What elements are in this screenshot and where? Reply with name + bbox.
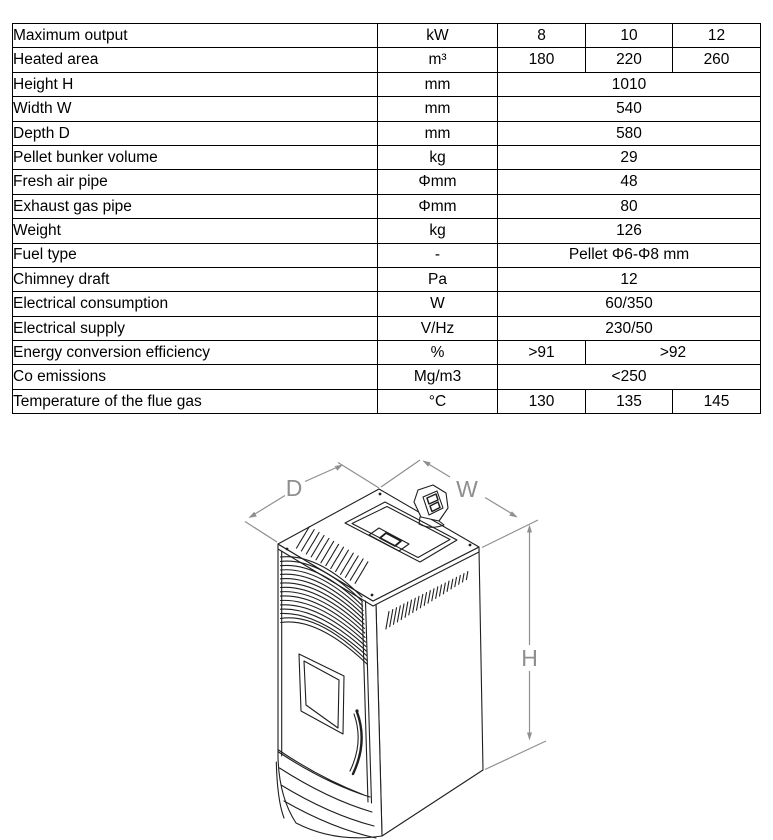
stove-diagram-svg [240,438,575,840]
spec-unit: kg [378,219,498,243]
spec-label: Height H [13,72,378,96]
spec-value: >91 [498,341,586,365]
spec-unit: W [378,292,498,316]
width-dimension-label: W [456,476,478,502]
spec-unit: mm [378,97,498,121]
spec-label: Energy conversion efficiency [13,341,378,365]
spec-value: 1010 [498,72,761,96]
spec-unit: Mg/m3 [378,365,498,389]
spec-unit: V/Hz [378,316,498,340]
spec-value: 230/50 [498,316,761,340]
spec-value: 145 [673,389,761,413]
spec-label: Fuel type [13,243,378,267]
spec-value: 580 [498,121,761,145]
spec-value: 48 [498,170,761,194]
depth-dimension-label: D [285,475,303,501]
spec-row [13,145,761,169]
spec-value: 29 [498,145,761,169]
spec-value: 8 [498,24,586,48]
spec-label: Electrical supply [13,316,378,340]
spec-value: 180 [498,48,586,72]
spec-label: Electrical consumption [13,292,378,316]
spec-unit: kg [378,145,498,169]
spec-label: Pellet bunker volume [13,145,378,169]
spec-value: 60/350 [498,292,761,316]
spec-row [13,219,761,243]
spec-value: Pellet Φ6-Φ8 mm [498,243,761,267]
spec-value: >92 [586,341,761,365]
spec-table [12,23,761,414]
spec-row [13,194,761,218]
spec-row [13,365,761,389]
spec-table-body [13,24,761,414]
spec-label: Width W [13,97,378,121]
spec-label: Co emissions [13,365,378,389]
spec-value: 126 [498,219,761,243]
spec-unit: m³ [378,48,498,72]
spec-row [13,97,761,121]
spec-unit: mm [378,121,498,145]
spec-label: Heated area [13,48,378,72]
spec-row [13,121,761,145]
spec-label: Fresh air pipe [13,170,378,194]
spec-value: 12 [673,24,761,48]
spec-row [13,170,761,194]
spec-value: 540 [498,97,761,121]
spec-value: 260 [673,48,761,72]
spec-row [13,48,761,72]
spec-label: Depth D [13,121,378,145]
spec-label: Temperature of the flue gas [13,389,378,413]
spec-row [13,316,761,340]
spec-row [13,24,761,48]
spec-value: 10 [586,24,673,48]
spec-label: Chimney draft [13,267,378,291]
stove-body [276,485,483,838]
spec-unit: Pa [378,267,498,291]
spec-unit: mm [378,72,498,96]
spec-unit: % [378,341,498,365]
height-dimension-label: H [521,645,538,671]
spec-row [13,341,761,365]
stove-drawing [240,438,575,840]
spec-unit: °C [378,389,498,413]
spec-unit: Φmm [378,194,498,218]
spec-unit: Φmm [378,170,498,194]
spec-value: 220 [586,48,673,72]
spec-value: 80 [498,194,761,218]
spec-value: <250 [498,365,761,389]
spec-unit: - [378,243,498,267]
spec-unit: kW [378,24,498,48]
spec-value: 12 [498,267,761,291]
spec-row [13,292,761,316]
spec-label: Exhaust gas pipe [13,194,378,218]
spec-row [13,267,761,291]
spec-label: Maximum output [13,24,378,48]
spec-value: 135 [586,389,673,413]
spec-value: 130 [498,389,586,413]
spec-row [13,389,761,413]
spec-row [13,72,761,96]
spec-row [13,243,761,267]
spec-label: Weight [13,219,378,243]
